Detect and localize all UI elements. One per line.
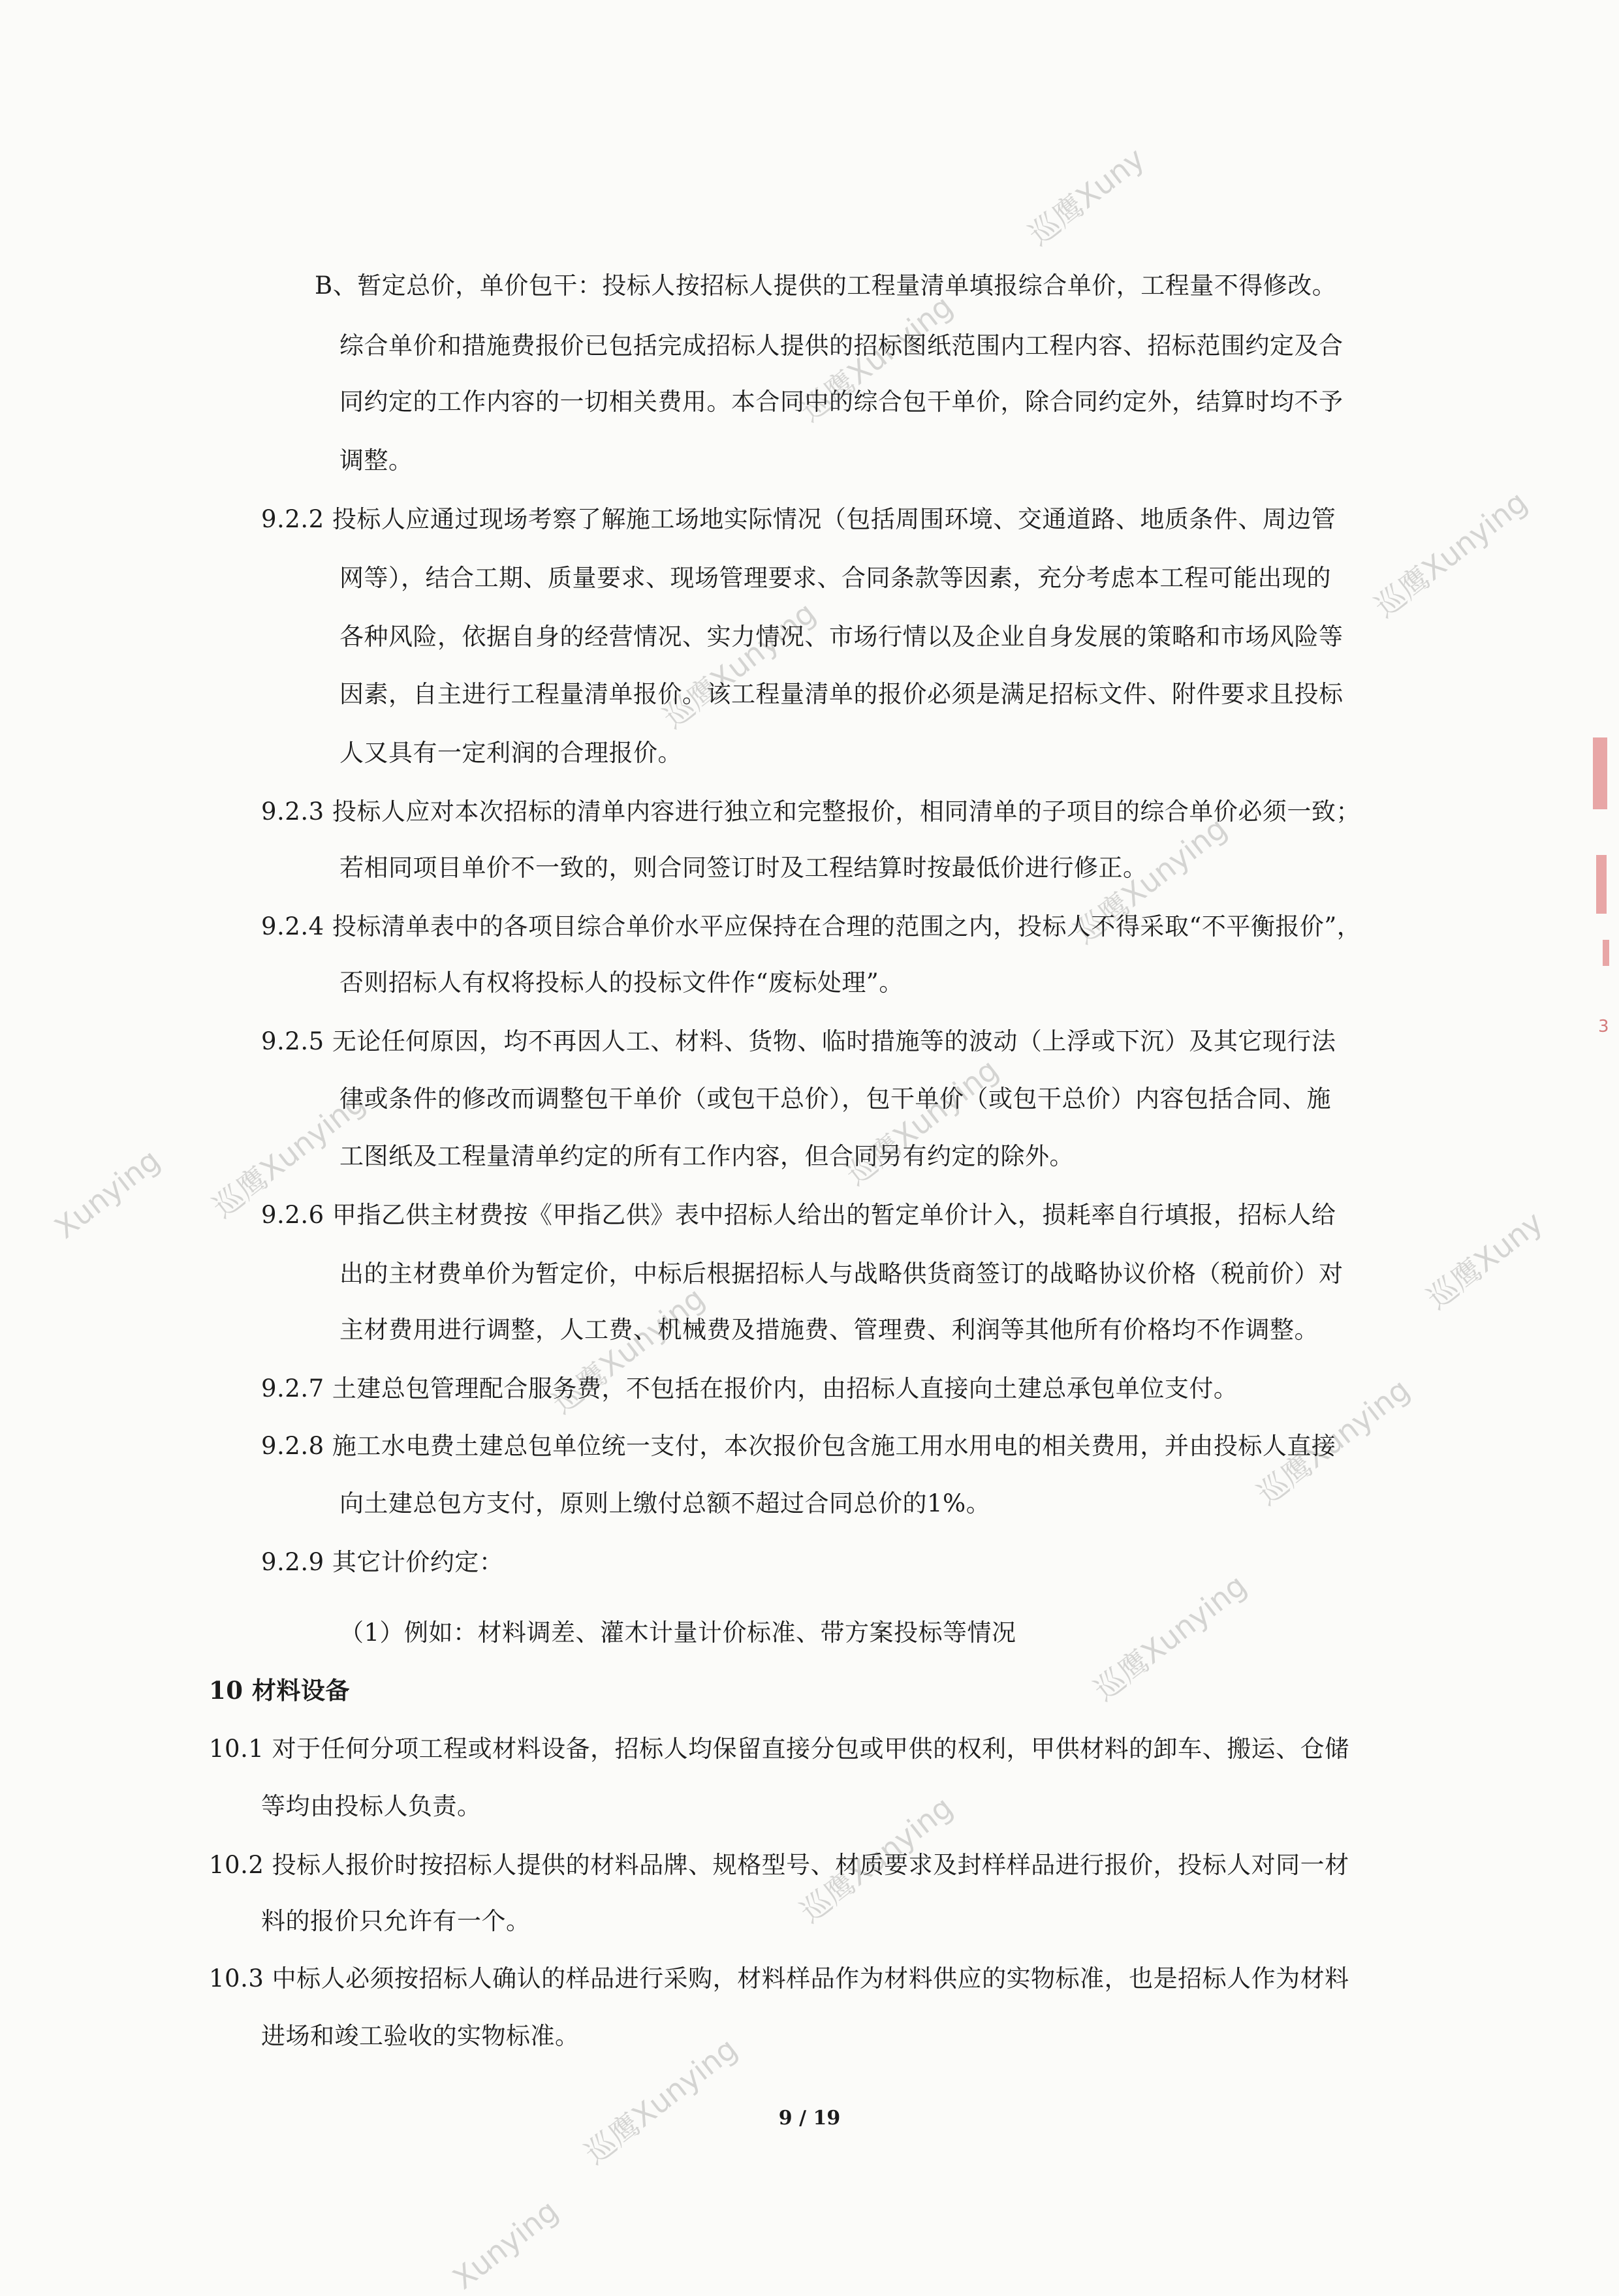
text-line: 9.2.6 甲指乙供主材费按《甲指乙供》表中招标人给出的暂定单价计入，损耗率自行填报，招标人给 (261, 1201, 1336, 1229)
watermark: 巡鹰Xuny (1420, 1204, 1550, 1316)
text-line: 等均由投标人负责。 (261, 1792, 482, 1820)
text-line: 10.3 中标人必须按招标人确认的样品进行采购，材料样品作为材料供应的实物标准，也是招标人作为材料 (209, 1964, 1349, 1993)
watermark: Xunying (48, 1141, 166, 1246)
watermark: 巡鹰Xunying (1067, 810, 1234, 951)
text-line: 9.2.7 土建总包管理配合服务费，不包括在报价内，由招标人直接向土建总承包单位支付。 (261, 1374, 1238, 1403)
section-heading: 10 材料设备 (209, 1676, 350, 1705)
stamp-fragment (1593, 737, 1607, 809)
text-line: 否则招标人有权将投标人的投标文件作“废标处理”。 (339, 969, 904, 997)
text-line: 各种风险，依据自身的经营情况、实力情况、市场行情以及企业自身发展的策略和市场风险等 (339, 623, 1344, 651)
text-line: 9.2.8 施工水电费土建总包单位统一支付，本次报价包含施工用水用电的相关费用，并由投标人直接 (261, 1432, 1336, 1460)
text-line: 律或条件的修改而调整包干单价（或包干总价），包干单价（或包干总价）内容包括合同、施 (339, 1085, 1331, 1113)
watermark: 巡鹰Xunying (1250, 1371, 1417, 1512)
watermark: 巡鹰Xuny (1022, 140, 1152, 253)
text-line: 因素，自主进行工程量清单报价。该工程量清单的报价必须是满足招标文件、附件要求且投标 (339, 680, 1344, 708)
watermark: 巡鹰Xunying (1087, 1567, 1253, 1708)
text-line: 9.2.5 无论任何原因，均不再因人工、材料、货物、临时措施等的波动（上浮或下沉）及其它现行法 (261, 1027, 1336, 1055)
text-line: 9.2.4 投标清单表中的各项目综合单价水平应保持在合理的范围之内，投标人不得采取“不平衡报价”， (261, 912, 1362, 940)
edge-number: 3 (1598, 1017, 1609, 1036)
text-line: 网等），结合工期、质量要求、现场管理要求、合同条款等因素，充分考虑本工程可能出现的 (339, 564, 1331, 592)
watermark: 巡鹰Xunying (656, 595, 823, 736)
text-line: B、暂定总价，单价包干：投标人按招标人提供的工程量清单填报综合单价，工程量不得修改。 (315, 271, 1337, 300)
watermark: 巡鹰Xunying (578, 2030, 744, 2171)
text-line: 10.2 投标人报价时按招标人提供的材料品牌、规格型号、材质要求及封样样品进行报价，投标人对同一材 (209, 1851, 1349, 1879)
text-line: 9.2.9 其它计价约定： (261, 1548, 504, 1576)
watermark: 巡鹰Xunying (206, 1084, 372, 1225)
watermark: 巡鹰Xunying (793, 1789, 960, 1930)
text-line: 向土建总包方支付，原则上缴付总额不超过合同总价的1%。 (339, 1489, 991, 1517)
watermark: 巡鹰Xunying (839, 1051, 1005, 1192)
text-line: 综合单价和措施费报价已包括完成招标人提供的招标图纸范围内工程内容、招标范围约定及合 (339, 332, 1344, 360)
text-line: 9.2.3 投标人应对本次招标的清单内容进行独立和完整报价，相同清单的子项目的综合单价必须一致； (261, 798, 1360, 826)
text-line: 调整。 (339, 446, 413, 474)
text-line: （1）例如：材料调差、灌木计量计价标准、带方案投标等情况 (339, 1619, 1016, 1647)
watermark: Xunying (446, 2192, 565, 2296)
text-line: 同约定的工作内容的一切相关费用。本合同中的综合包干单价，除合同约定外，结算时均不予 (339, 388, 1344, 416)
watermark: 巡鹰Xunying (545, 1280, 712, 1421)
text-line: 主材费用进行调整，人工费、机械费及措施费、管理费、利润等其他所有价格均不作调整。 (339, 1316, 1319, 1344)
text-line: 出的主材费单价为暂定价，中标后根据招标人与战略供货商签订的战略协议价格（税前价）对 (339, 1260, 1344, 1288)
stamp-fragment (1596, 855, 1607, 914)
page-number: 9 / 19 (778, 2107, 841, 2130)
text-line: 料的报价只允许有一个。 (261, 1907, 531, 1935)
stamp-fragment (1603, 940, 1609, 966)
text-line: 工图纸及工程量清单约定的所有工作内容，但合同另有约定的除外。 (339, 1142, 1074, 1170)
text-line: 10.1 对于任何分项工程或材料设备，招标人均保留直接分包或甲供的权利，甲供材料的卸车、搬运、仓储 (209, 1735, 1349, 1763)
text-line: 人又具有一定利润的合理报价。 (339, 739, 682, 767)
watermark: 巡鹰Xunying (793, 288, 960, 429)
text-line: 9.2.2 投标人应通过现场考察了解施工场地实际情况（包括周围环境、交通道路、地质条件、周边管 (261, 505, 1336, 533)
text-line: 若相同项目单价不一致的，则合同签订时及工程结算时按最低价进行修正。 (339, 854, 1148, 882)
text-line: 进场和竣工验收的实物标准。 (261, 2022, 580, 2050)
watermark: 巡鹰Xunying (1368, 484, 1534, 625)
